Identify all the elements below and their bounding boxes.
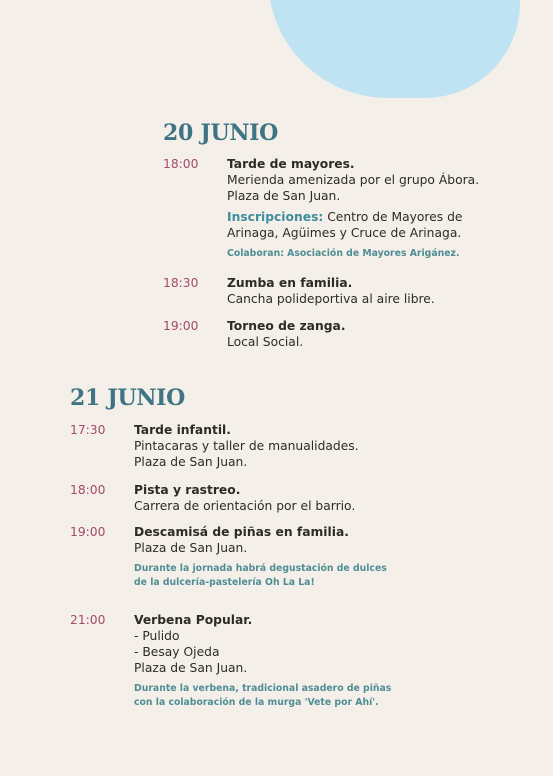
note-line: con la colaboración de la murga 'Vete por Ahí'. [134,697,379,708]
event-title: Verbena Popular. [134,613,253,627]
event-time: 17:30 [70,423,106,437]
event-body [134,612,454,710]
event-location: Local Social. [227,335,304,349]
event-location: Plaza de San Juan. [227,189,341,203]
event-title: Pista y rastreo. [134,483,241,497]
note-line: de la dulcería-pastelería Oh La La! [134,577,315,588]
event-time: 21:00 [70,613,106,627]
event-body [134,482,454,514]
event-title: Tarde infantil. [134,423,231,437]
event-note [134,682,454,710]
event-location: Plaza de San Juan. [134,455,248,469]
performer-item: - Besay Ojeda [134,645,220,659]
event-body [134,524,454,590]
event-detail: Merienda amenizada por el grupo Ábora. [227,173,480,187]
event-time: 18:30 [163,276,199,290]
event-location: Plaza de San Juan. [134,661,248,675]
note-line: Durante la jornada habrá degustación de dulces [134,563,387,574]
colaboran-note: Colaboran: Asociación de Mayores Arigánez. [227,248,460,259]
decorative-blue-blob [268,0,520,98]
event-location: Plaza de San Juan. [134,541,248,555]
event-title: Zumba en familia. [227,276,353,290]
event-body [134,422,454,470]
day-heading-20-junio: 20 JUNIO [163,120,279,146]
event-time: 19:00 [163,319,199,333]
event-body [227,156,527,261]
event-detail: Carrera de orientación por el barrio. [134,499,356,513]
note-line: Durante la verbena, tradicional asadero de piñas [134,683,392,694]
event-time: 18:00 [70,483,106,497]
event-time: 18:00 [163,157,199,171]
inscripciones-text-cont: Arinaga, Agüimes y Cruce de Arinaga. [227,226,462,240]
event-note [134,562,454,590]
inscripciones-block [227,209,527,241]
event-title: Descamisá de piñas en familia. [134,525,349,539]
inscripciones-text: Centro de Mayores de [323,210,463,224]
event-location: Cancha polideportiva al aire libre. [227,292,435,306]
event-time: 19:00 [70,525,106,539]
event-body [227,318,527,350]
performer-item: - Pulido [134,629,180,643]
day-heading-21-junio: 21 JUNIO [70,385,186,411]
event-title: Tarde de mayores. [227,157,355,171]
event-detail: Pintacaras y taller de manualidades. [134,439,359,453]
event-body [227,275,527,307]
inscripciones-label: Inscripciones: [227,210,324,224]
event-title: Torneo de zanga. [227,319,346,333]
